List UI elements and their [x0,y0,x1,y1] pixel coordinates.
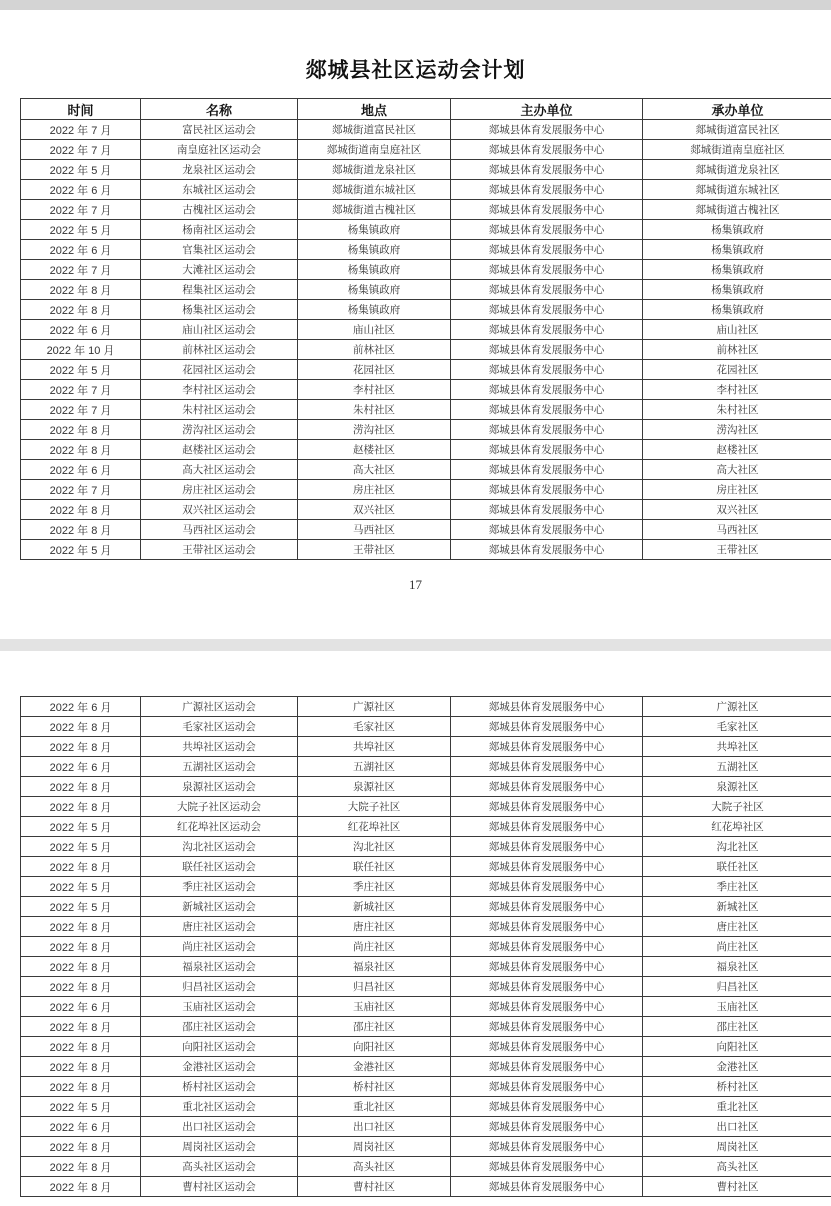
cell-name: 朱村社区运动会 [141,400,298,420]
cell-organizer: 郯城县体育发展服务中心 [451,340,643,360]
cell-host: 郯城街道古槐社区 [643,200,831,220]
cell-location: 杨集镇政府 [298,240,451,260]
cell-host: 李村社区 [643,380,831,400]
table-row [21,400,831,420]
cell-name: 福泉社区运动会 [141,957,298,977]
table-row [21,717,831,737]
cell-time: 2022 年 6 月 [21,997,141,1017]
table-row [21,1057,831,1077]
cell-location: 庙山社区 [298,320,451,340]
cell-time: 2022 年 7 月 [21,140,141,160]
cell-host: 重北社区 [643,1097,831,1117]
cell-location: 共埠社区 [298,737,451,757]
cell-host: 五湖社区 [643,757,831,777]
cell-time: 2022 年 8 月 [21,1037,141,1057]
plan-table-continued [20,696,831,1197]
cell-organizer: 郯城县体育发展服务中心 [451,320,643,340]
cell-organizer: 郯城县体育发展服务中心 [451,817,643,837]
cell-time: 2022 年 8 月 [21,280,141,300]
cell-host: 前林社区 [643,340,831,360]
cell-time: 2022 年 5 月 [21,1097,141,1117]
cell-organizer: 郯城县体育发展服务中心 [451,777,643,797]
cell-host: 王带社区 [643,540,831,560]
cell-time: 2022 年 7 月 [21,380,141,400]
cell-name: 赵楼社区运动会 [141,440,298,460]
cell-organizer: 郯城县体育发展服务中心 [451,540,643,560]
cell-name: 大滩社区运动会 [141,260,298,280]
cell-name: 出口社区运动会 [141,1117,298,1137]
cell-host: 杨集镇政府 [643,280,831,300]
cell-organizer: 郯城县体育发展服务中心 [451,697,643,717]
cell-name: 东城社区运动会 [141,180,298,200]
cell-host: 周岗社区 [643,1137,831,1157]
plan-table [20,98,831,560]
table-row [21,140,831,160]
cell-location: 毛家社区 [298,717,451,737]
table-body [21,697,831,1197]
cell-location: 郯城街道南皇庭社区 [298,140,451,160]
cell-organizer: 郯城县体育发展服务中心 [451,500,643,520]
cell-time: 2022 年 7 月 [21,200,141,220]
cell-location: 郯城街道东城社区 [298,180,451,200]
cell-host: 郯城街道东城社区 [643,180,831,200]
cell-location: 郯城街道富民社区 [298,120,451,140]
cell-organizer: 郯城县体育发展服务中心 [451,897,643,917]
cell-organizer: 郯城县体育发展服务中心 [451,1157,643,1177]
cell-time: 2022 年 8 月 [21,520,141,540]
cell-location: 前林社区 [298,340,451,360]
cell-host: 季庄社区 [643,877,831,897]
cell-organizer: 郯城县体育发展服务中心 [451,460,643,480]
column-header-location: 地点 [298,99,451,120]
cell-location: 郯城街道古槐社区 [298,200,451,220]
document-page-18 [0,651,831,1206]
cell-time: 2022 年 7 月 [21,480,141,500]
table-row [21,1117,831,1137]
page-title: 郯城县社区运动会计划 [305,57,526,82]
cell-time: 2022 年 8 月 [21,440,141,460]
cell-organizer: 郯城县体育发展服务中心 [451,1177,643,1197]
table-row [21,1017,831,1037]
table-row [21,240,831,260]
cell-name: 古槐社区运动会 [141,200,298,220]
cell-name: 双兴社区运动会 [141,500,298,520]
cell-organizer: 郯城县体育发展服务中心 [451,360,643,380]
cell-location: 李村社区 [298,380,451,400]
cell-location: 出口社区 [298,1117,451,1137]
cell-host: 邵庄社区 [643,1017,831,1037]
cell-organizer: 郯城县体育发展服务中心 [451,937,643,957]
cell-time: 2022 年 8 月 [21,1077,141,1097]
cell-organizer: 郯城县体育发展服务中心 [451,1017,643,1037]
cell-name: 大院子社区运动会 [141,797,298,817]
table-row [21,937,831,957]
cell-host: 郯城街道龙泉社区 [643,160,831,180]
cell-name: 沟北社区运动会 [141,837,298,857]
cell-time: 2022 年 6 月 [21,320,141,340]
cell-time: 2022 年 10 月 [21,340,141,360]
cell-organizer: 郯城县体育发展服务中心 [451,917,643,937]
cell-name: 杨南社区运动会 [141,220,298,240]
cell-host: 大院子社区 [643,797,831,817]
cell-organizer: 郯城县体育发展服务中心 [451,180,643,200]
cell-host: 马西社区 [643,520,831,540]
cell-host: 新城社区 [643,897,831,917]
cell-organizer: 郯城县体育发展服务中心 [451,400,643,420]
cell-location: 赵楼社区 [298,440,451,460]
cell-time: 2022 年 5 月 [21,897,141,917]
cell-location: 尚庄社区 [298,937,451,957]
cell-time: 2022 年 6 月 [21,757,141,777]
cell-time: 2022 年 5 月 [21,540,141,560]
cell-location: 玉庙社区 [298,997,451,1017]
cell-location: 归昌社区 [298,977,451,997]
table-row [21,977,831,997]
cell-host: 共埠社区 [643,737,831,757]
cell-location: 红花埠社区 [298,817,451,837]
table-row [21,440,831,460]
cell-name: 高头社区运动会 [141,1157,298,1177]
cell-host: 赵楼社区 [643,440,831,460]
cell-host: 唐庄社区 [643,917,831,937]
cell-time: 2022 年 7 月 [21,260,141,280]
cell-host: 福泉社区 [643,957,831,977]
cell-time: 2022 年 8 月 [21,937,141,957]
table-row [21,997,831,1017]
cell-location: 金港社区 [298,1057,451,1077]
cell-organizer: 郯城县体育发展服务中心 [451,757,643,777]
cell-location: 联任社区 [298,857,451,877]
cell-host: 广源社区 [643,697,831,717]
cell-host: 高大社区 [643,460,831,480]
cell-organizer: 郯城县体育发展服务中心 [451,300,643,320]
cell-organizer: 郯城县体育发展服务中心 [451,440,643,460]
cell-organizer: 郯城县体育发展服务中心 [451,977,643,997]
table-header-row [21,99,831,120]
table-row [21,420,831,440]
cell-location: 泉源社区 [298,777,451,797]
cell-location: 高头社区 [298,1157,451,1177]
cell-organizer: 郯城县体育发展服务中心 [451,120,643,140]
cell-time: 2022 年 6 月 [21,180,141,200]
table-row [21,460,831,480]
cell-name: 杨集社区运动会 [141,300,298,320]
cell-name: 程集社区运动会 [141,280,298,300]
cell-location: 马西社区 [298,520,451,540]
cell-name: 唐庄社区运动会 [141,917,298,937]
table-row [21,1077,831,1097]
cell-location: 沟北社区 [298,837,451,857]
cell-name: 房庄社区运动会 [141,480,298,500]
cell-location: 福泉社区 [298,957,451,977]
cell-name: 龙泉社区运动会 [141,160,298,180]
table-row [21,1097,831,1117]
cell-time: 2022 年 6 月 [21,240,141,260]
table-row [21,280,831,300]
table-row [21,817,831,837]
cell-host: 红花埠社区 [643,817,831,837]
cell-name: 红花埠社区运动会 [141,817,298,837]
cell-name: 富民社区运动会 [141,120,298,140]
cell-time: 2022 年 6 月 [21,697,141,717]
table-row [21,180,831,200]
cell-location: 高大社区 [298,460,451,480]
cell-location: 涝沟社区 [298,420,451,440]
table-row [21,797,831,817]
table-row [21,757,831,777]
cell-location: 郯城街道龙泉社区 [298,160,451,180]
cell-host: 杨集镇政府 [643,220,831,240]
viewer-top-strip [0,0,831,10]
cell-host: 桥村社区 [643,1077,831,1097]
cell-organizer: 郯城县体育发展服务中心 [451,957,643,977]
cell-host: 涝沟社区 [643,420,831,440]
cell-organizer: 郯城县体育发展服务中心 [451,280,643,300]
table-row [21,540,831,560]
cell-name: 向阳社区运动会 [141,1037,298,1057]
cell-host: 郯城街道南皇庭社区 [643,140,831,160]
cell-host: 郯城街道富民社区 [643,120,831,140]
table-row [21,320,831,340]
cell-organizer: 郯城县体育发展服务中心 [451,140,643,160]
cell-organizer: 郯城县体育发展服务中心 [451,1077,643,1097]
cell-organizer: 郯城县体育发展服务中心 [451,260,643,280]
cell-name: 尚庄社区运动会 [141,937,298,957]
cell-location: 双兴社区 [298,500,451,520]
cell-host: 花园社区 [643,360,831,380]
cell-time: 2022 年 5 月 [21,160,141,180]
cell-organizer: 郯城县体育发展服务中心 [451,1097,643,1117]
table-row [21,857,831,877]
cell-name: 官集社区运动会 [141,240,298,260]
document-page-17 [0,10,831,639]
cell-name: 重北社区运动会 [141,1097,298,1117]
cell-time: 2022 年 8 月 [21,1017,141,1037]
cell-host: 联任社区 [643,857,831,877]
cell-time: 2022 年 8 月 [21,1177,141,1197]
cell-name: 前林社区运动会 [141,340,298,360]
cell-time: 2022 年 5 月 [21,877,141,897]
cell-host: 毛家社区 [643,717,831,737]
cell-organizer: 郯城县体育发展服务中心 [451,737,643,757]
cell-organizer: 郯城县体育发展服务中心 [451,420,643,440]
cell-name: 涝沟社区运动会 [141,420,298,440]
cell-location: 五湖社区 [298,757,451,777]
column-header-organizer: 主办单位 [451,99,643,120]
cell-time: 2022 年 8 月 [21,1157,141,1177]
cell-name: 邵庄社区运动会 [141,1017,298,1037]
cell-time: 2022 年 8 月 [21,917,141,937]
table-row [21,1157,831,1177]
cell-organizer: 郯城县体育发展服务中心 [451,480,643,500]
cell-location: 向阳社区 [298,1037,451,1057]
cell-host: 杨集镇政府 [643,240,831,260]
table-row [21,380,831,400]
table-row [21,1177,831,1197]
table-row [21,260,831,280]
cell-name: 归昌社区运动会 [141,977,298,997]
cell-organizer: 郯城县体育发展服务中心 [451,1117,643,1137]
table-row [21,500,831,520]
table-row [21,360,831,380]
cell-time: 2022 年 8 月 [21,777,141,797]
cell-organizer: 郯城县体育发展服务中心 [451,200,643,220]
cell-location: 季庄社区 [298,877,451,897]
cell-name: 玉庙社区运动会 [141,997,298,1017]
cell-organizer: 郯城县体育发展服务中心 [451,877,643,897]
cell-name: 毛家社区运动会 [141,717,298,737]
cell-location: 杨集镇政府 [298,280,451,300]
cell-time: 2022 年 8 月 [21,797,141,817]
cell-time: 2022 年 8 月 [21,500,141,520]
cell-time: 2022 年 6 月 [21,1117,141,1137]
cell-host: 曹村社区 [643,1177,831,1197]
cell-location: 重北社区 [298,1097,451,1117]
table-row [21,120,831,140]
cell-name: 联任社区运动会 [141,857,298,877]
table-row [21,957,831,977]
table-row [21,1137,831,1157]
cell-host: 玉庙社区 [643,997,831,1017]
cell-time: 2022 年 5 月 [21,220,141,240]
cell-time: 2022 年 8 月 [21,1137,141,1157]
cell-organizer: 郯城县体育发展服务中心 [451,997,643,1017]
column-header-time: 时间 [21,99,141,120]
cell-host: 金港社区 [643,1057,831,1077]
cell-host: 出口社区 [643,1117,831,1137]
cell-host: 杨集镇政府 [643,260,831,280]
cell-name: 广源社区运动会 [141,697,298,717]
cell-name: 王带社区运动会 [141,540,298,560]
cell-organizer: 郯城县体育发展服务中心 [451,717,643,737]
cell-host: 高头社区 [643,1157,831,1177]
cell-location: 朱村社区 [298,400,451,420]
cell-name: 李村社区运动会 [141,380,298,400]
cell-name: 曹村社区运动会 [141,1177,298,1197]
cell-organizer: 郯城县体育发展服务中心 [451,1137,643,1157]
cell-name: 泉源社区运动会 [141,777,298,797]
cell-location: 房庄社区 [298,480,451,500]
cell-organizer: 郯城县体育发展服务中心 [451,160,643,180]
column-header-host: 承办单位 [643,99,831,120]
cell-location: 新城社区 [298,897,451,917]
cell-host: 沟北社区 [643,837,831,857]
cell-host: 双兴社区 [643,500,831,520]
table-row [21,480,831,500]
cell-organizer: 郯城县体育发展服务中心 [451,1037,643,1057]
cell-name: 花园社区运动会 [141,360,298,380]
cell-time: 2022 年 5 月 [21,817,141,837]
table-body [21,120,831,560]
cell-time: 2022 年 5 月 [21,360,141,380]
cell-name: 周岗社区运动会 [141,1137,298,1157]
cell-time: 2022 年 6 月 [21,460,141,480]
cell-host: 朱村社区 [643,400,831,420]
cell-name: 庙山社区运动会 [141,320,298,340]
page-number: 17 [409,577,422,592]
table-row [21,737,831,757]
cell-location: 王带社区 [298,540,451,560]
table-row [21,520,831,540]
table-row [21,697,831,717]
cell-location: 大院子社区 [298,797,451,817]
cell-organizer: 郯城县体育发展服务中心 [451,220,643,240]
cell-organizer: 郯城县体育发展服务中心 [451,857,643,877]
cell-name: 新城社区运动会 [141,897,298,917]
cell-name: 金港社区运动会 [141,1057,298,1077]
cell-host: 杨集镇政府 [643,300,831,320]
table-row [21,160,831,180]
cell-time: 2022 年 8 月 [21,1057,141,1077]
cell-time: 2022 年 7 月 [21,400,141,420]
cell-organizer: 郯城县体育发展服务中心 [451,837,643,857]
cell-time: 2022 年 8 月 [21,717,141,737]
cell-location: 花园社区 [298,360,451,380]
cell-host: 尚庄社区 [643,937,831,957]
cell-location: 周岗社区 [298,1137,451,1157]
cell-host: 归昌社区 [643,977,831,997]
cell-location: 曹村社区 [298,1177,451,1197]
table-row [21,777,831,797]
cell-host: 庙山社区 [643,320,831,340]
cell-time: 2022 年 8 月 [21,957,141,977]
cell-name: 桥村社区运动会 [141,1077,298,1097]
cell-organizer: 郯城县体育发展服务中心 [451,797,643,817]
cell-time: 2022 年 7 月 [21,120,141,140]
column-header-name: 名称 [141,99,298,120]
table-row [21,897,831,917]
cell-time: 2022 年 8 月 [21,420,141,440]
cell-location: 杨集镇政府 [298,260,451,280]
cell-time: 2022 年 8 月 [21,300,141,320]
cell-time: 2022 年 8 月 [21,737,141,757]
cell-host: 房庄社区 [643,480,831,500]
cell-name: 马西社区运动会 [141,520,298,540]
cell-host: 向阳社区 [643,1037,831,1057]
cell-location: 邵庄社区 [298,1017,451,1037]
table-row [21,220,831,240]
table-row [21,837,831,857]
table-row [21,1037,831,1057]
cell-location: 杨集镇政府 [298,300,451,320]
cell-organizer: 郯城县体育发展服务中心 [451,240,643,260]
cell-name: 五湖社区运动会 [141,757,298,777]
cell-name: 南皇庭社区运动会 [141,140,298,160]
table-row [21,340,831,360]
table-row [21,917,831,937]
cell-location: 唐庄社区 [298,917,451,937]
cell-organizer: 郯城县体育发展服务中心 [451,1057,643,1077]
cell-organizer: 郯城县体育发展服务中心 [451,380,643,400]
cell-location: 桥村社区 [298,1077,451,1097]
cell-location: 杨集镇政府 [298,220,451,240]
table-row [21,200,831,220]
cell-name: 季庄社区运动会 [141,877,298,897]
cell-name: 共埠社区运动会 [141,737,298,757]
cell-time: 2022 年 8 月 [21,977,141,997]
cell-host: 泉源社区 [643,777,831,797]
table-row [21,300,831,320]
cell-location: 广源社区 [298,697,451,717]
cell-name: 高大社区运动会 [141,460,298,480]
cell-time: 2022 年 8 月 [21,857,141,877]
cell-organizer: 郯城县体育发展服务中心 [451,520,643,540]
table-row [21,877,831,897]
cell-time: 2022 年 5 月 [21,837,141,857]
